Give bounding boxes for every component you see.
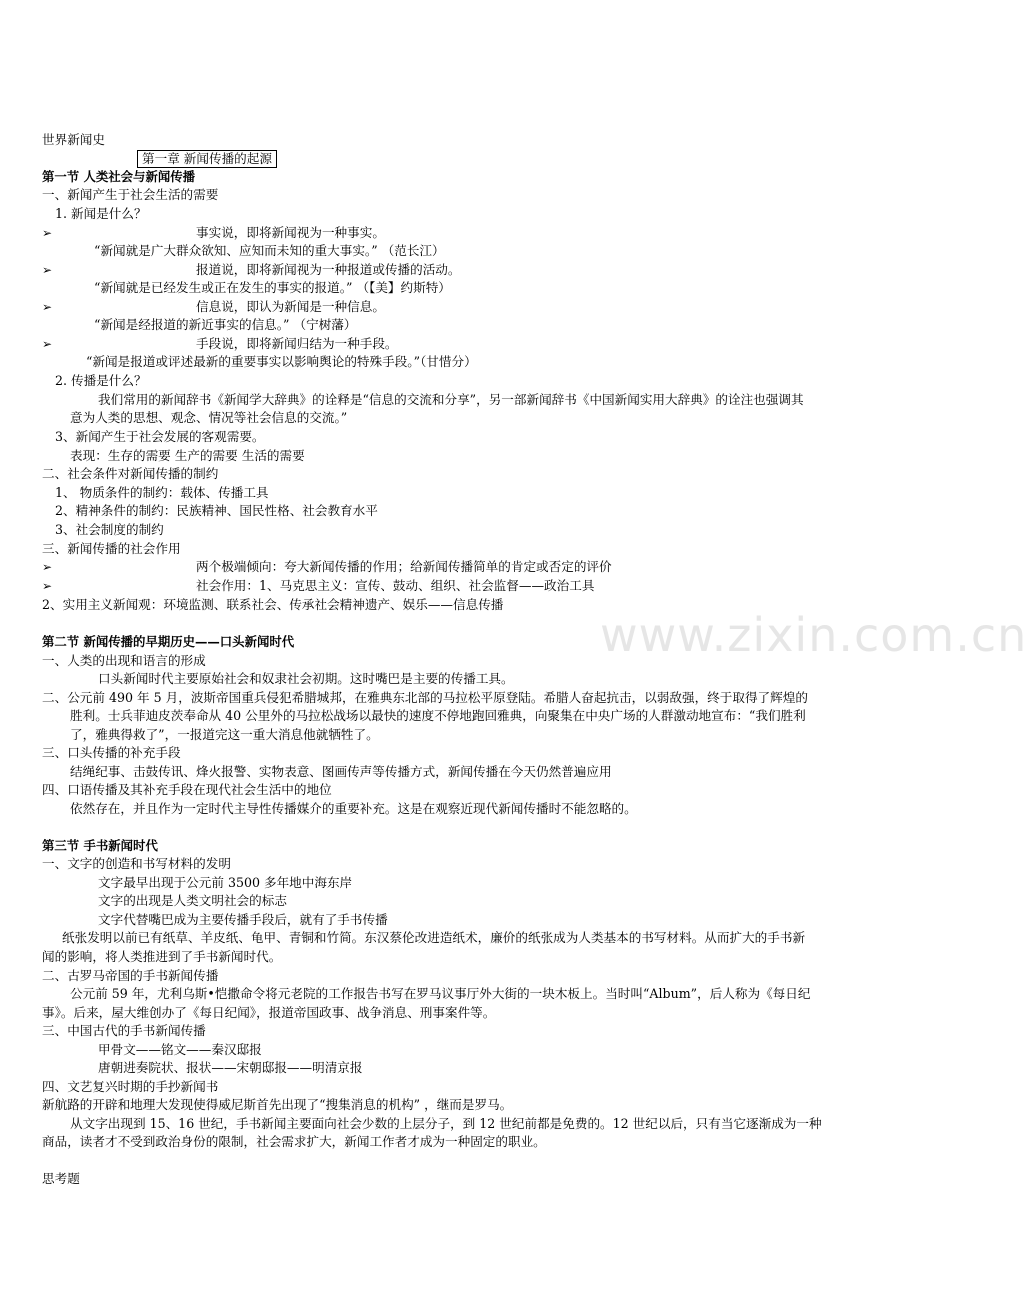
s1-q3-detail: 表现：生存的需要 生产的需要 生活的需要: [70, 448, 305, 463]
s3-paragraph-2b: 事》。后来，屋大维创办了《每日纪闻》，报道帝国政事、战争消息、刑事案件等。: [42, 1005, 496, 1020]
bullet-icon: ➢: [42, 579, 53, 593]
s2-text-3: 结绳纪事、击鼓传讯、烽火报警、实物表意、图画传声等传播方式，新闻传播在今天仍然普遍应用: [70, 764, 612, 779]
s2-sub2c: 了，雅典得救了”，一报道完这一重大消息他就牺牲了。: [70, 727, 379, 742]
quote-report: “新闻就是已经发生或正在发生的事实的报道。” （【美】约斯特）: [94, 280, 451, 295]
s3-writing-3: 文字代替嘴巴成为主要传播手段后，就有了手书传播: [98, 912, 388, 927]
s1-q1: 1. 新闻是什么？: [55, 206, 147, 221]
s2-text-1: 口头新闻时代主要原始社会和奴隶社会初期。这时嘴巴是主要的传播工具。: [98, 671, 514, 686]
s2-sub2b: 胜利。士兵菲迪皮茨奉命从 40 公里外的马拉松战场以最快的速度不停地跑回雅典，向聚集在中央广场的人群激动地宣布：“我们胜利: [70, 708, 806, 723]
s1-condition-1: 1、 物质条件的制约：载体、传播工具: [55, 485, 269, 500]
bullet-icon: ➢: [42, 263, 53, 277]
section-3-heading: 第三节 手书新闻时代: [42, 838, 158, 853]
s2-sub4: 四、口语传播及其补充手段在现代社会生活中的地位: [42, 782, 332, 797]
quote-info: “新闻是经报道的新近事实的信息。” （宁树藩）: [94, 317, 357, 332]
s3-writing-2: 文字的出现是人类文明社会的标志: [98, 893, 287, 908]
s3-paragraph-1b: 闻的影响，将人类推进到了手书新闻时代。: [42, 949, 282, 964]
document-title: 世界新闻史: [42, 132, 105, 147]
s1-condition-3: 3、社会制度的制约: [55, 522, 164, 537]
s1-q2: 2. 传播是什么？: [55, 373, 147, 388]
review-questions-label: 思考题: [42, 1171, 80, 1186]
s1-paragraph-1a: 我们常用的新闻辞书《新闻学大辞典》的诠释是“信息的交流和分享”，另一部新闻辞书《中国新闻实用大辞典》的诠注也强调其: [98, 392, 804, 407]
section-1-heading: 第一节 人类社会与新闻传播: [42, 169, 196, 184]
quote-means: “新闻是报道或评述最新的重要事实以影响舆论的特殊手段。”（甘惜分）: [86, 354, 477, 369]
s3-paragraph-2a: 公元前 59 年，尤利乌斯•恺撒命令将元老院的工作报告书写在罗马议事厅外大街的一块木板上。当时叫“Album”，后人称为《每日纪: [70, 986, 811, 1001]
s3-sub1: 一、文字的创造和书写材料的发明: [42, 856, 231, 871]
s2-sub2a: 二、公元前 490 年 5 月，波斯帝国重兵侵犯希腊城邦，在雅典东北部的马拉松平原登陆。希腊人奋起抗击，以弱敌强，终于取得了辉煌的: [42, 690, 808, 705]
s1-effect-1: 两个极端倾向：夸大新闻传播的作用；给新闻传播简单的肯定或否定的评价: [196, 559, 612, 574]
s1-q3: 3、新闻产生于社会发展的客观需要。: [55, 429, 265, 444]
s3-paragraph-4a: 新航路的开辟和地理大发现使得威尼斯首先出现了“搜集消息的机构” ，继而是罗马。: [42, 1097, 513, 1112]
definition-fact: 事实说，即将新闻视为一种事实。: [196, 225, 385, 240]
s3-sub2: 二、古罗马帝国的手书新闻传播: [42, 968, 219, 983]
definition-info: 信息说，即认为新闻是一种信息。: [196, 299, 385, 314]
bullet-icon: ➢: [42, 226, 53, 240]
s3-history-2: 唐朝进奏院状、报状——宋朝邸报——明清京报: [98, 1060, 363, 1075]
s3-history-1: 甲骨文——铭文——秦汉邸报: [98, 1042, 262, 1057]
s1-sub2: 二、社会条件对新闻传播的制约: [42, 466, 219, 481]
bullet-icon: ➢: [42, 300, 53, 314]
s1-effect-3: 2、实用主义新闻观：环境监测、联系社会、传承社会精神遗产、娱乐——信息传播: [42, 597, 504, 612]
s1-paragraph-1b: 意为人类的思想、观念、情况等社会信息的交流。”: [70, 410, 348, 425]
s3-sub3: 三、中国古代的手书新闻传播: [42, 1023, 206, 1038]
s2-sub1: 一、人类的出现和语言的形成: [42, 653, 206, 668]
chapter-title: 第一章 新闻传播的起源: [137, 150, 277, 168]
bullet-icon: ➢: [42, 337, 53, 351]
s3-paragraph-4b: 从文字出现到 15、16 世纪，手书新闻主要面向社会少数的上层分子，到 12 世纪前都是免费的。12 世纪以后，只有当它逐渐成为一种: [70, 1116, 822, 1131]
s1-sub3: 三、新闻传播的社会作用: [42, 541, 181, 556]
s3-sub4: 四、文艺复兴时期的手抄新闻书: [42, 1079, 219, 1094]
s1-sub1: 一、新闻产生于社会生活的需要: [42, 187, 219, 202]
watermark: www.zixin.com.cn: [600, 608, 1027, 662]
s3-paragraph-1a: 纸张发明以前已有纸草、羊皮纸、龟甲、青铜和竹简。东汉蔡伦改进造纸术，廉价的纸张成为人类基本的书写材料。从而扩大的手书新: [62, 930, 806, 945]
s1-condition-2: 2、精神条件的制约：民族精神、国民性格、社会教育水平: [55, 503, 378, 518]
s2-text-4: 依然存在，并且作为一定时代主导性传播媒介的重要补充。这是在观察近现代新闻传播时不能忽略的。: [70, 801, 637, 816]
s1-effect-2: 社会作用：1、马克思主义：宣传、鼓动、组织、社会监督——政治工具: [196, 578, 595, 593]
s3-writing-1: 文字最早出现于公元前 3500 多年地中海东岸: [98, 875, 353, 890]
s2-sub3: 三、口头传播的补充手段: [42, 745, 181, 760]
section-2-heading: 第二节 新闻传播的早期历史——口头新闻时代: [42, 634, 295, 649]
definition-means: 手段说，即将新闻归结为一种手段。: [196, 336, 398, 351]
definition-report: 报道说，即将新闻视为一种报道或传播的活动。: [196, 262, 461, 277]
bullet-icon: ➢: [42, 560, 53, 574]
s3-paragraph-4c: 商品，读者才不受到政治身份的限制，社会需求扩大，新闻工作者才成为一种固定的职业。: [42, 1134, 546, 1149]
quote-fact: “新闻就是广大群众欲知、应知而未知的重大事实。” （范长江）: [94, 243, 445, 258]
